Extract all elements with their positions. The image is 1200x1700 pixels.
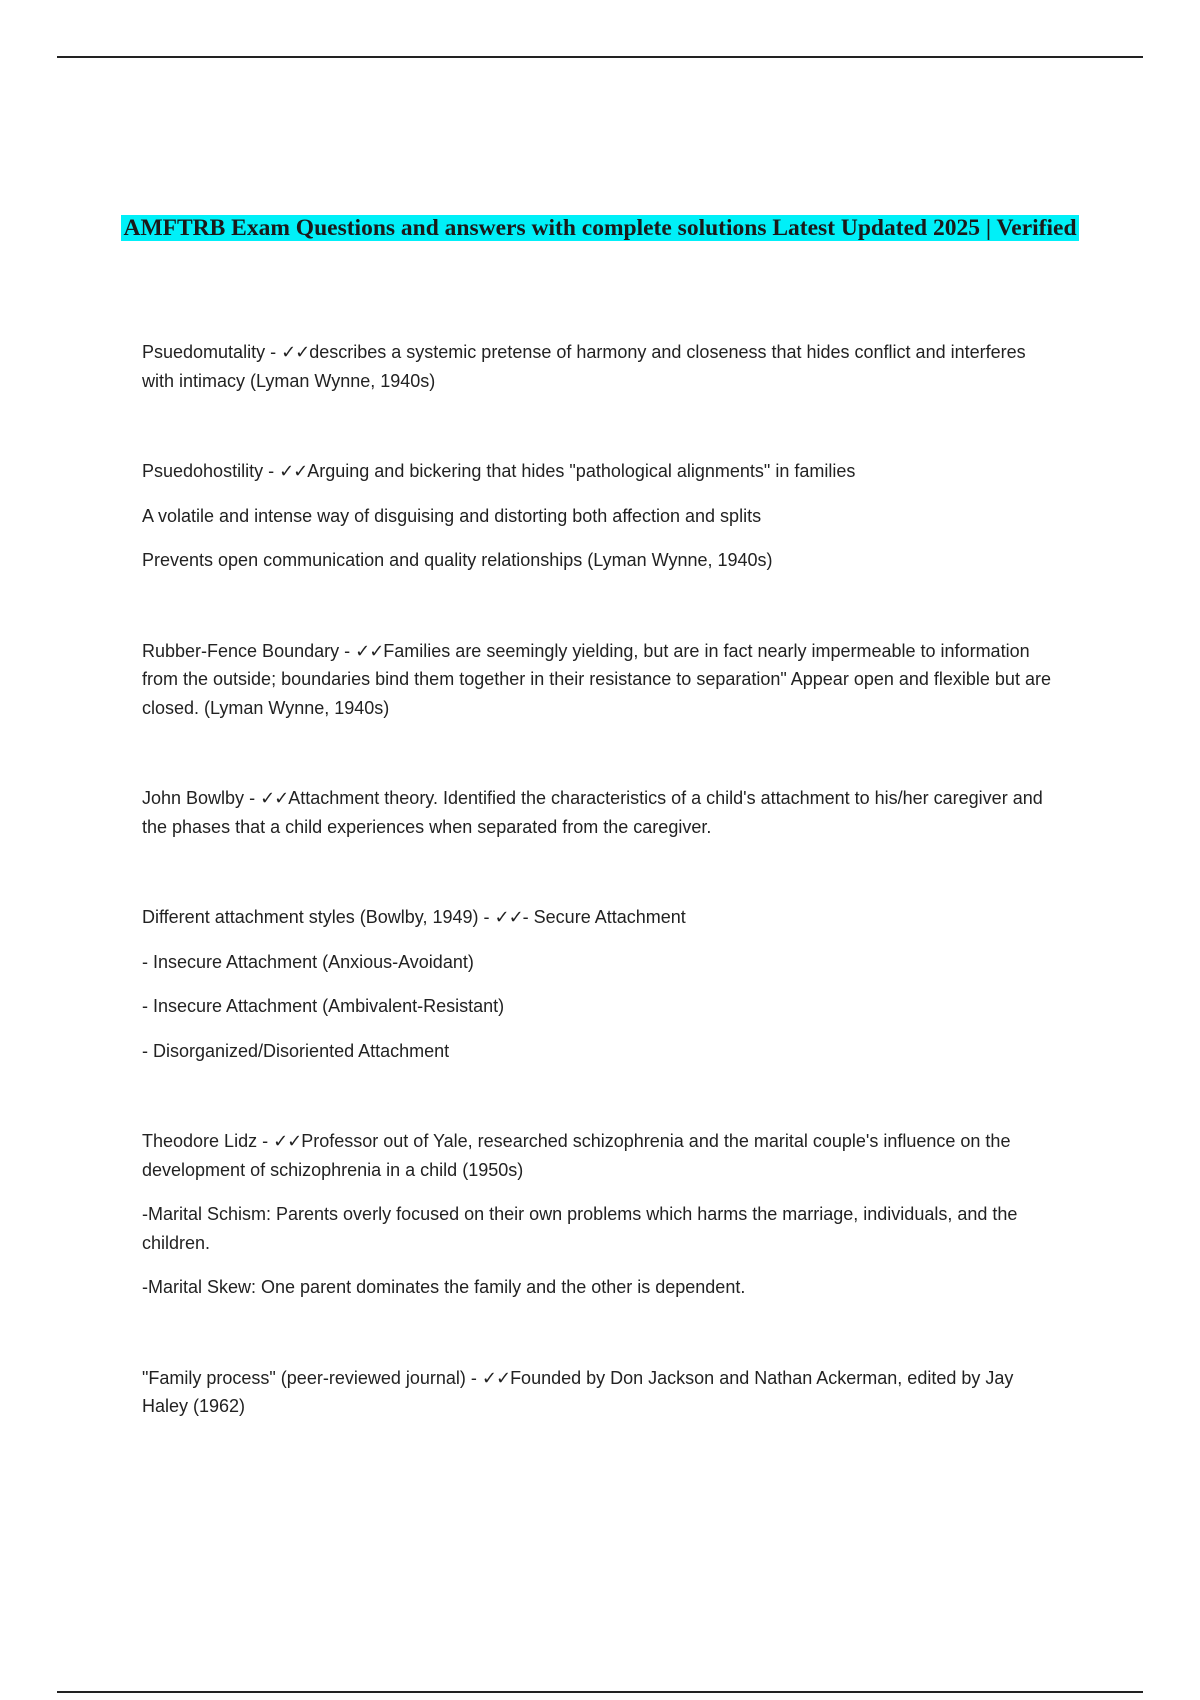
- qa-term: John Bowlby: [142, 788, 245, 808]
- qa-separator: -: [265, 342, 282, 362]
- qa-separator: -: [339, 640, 356, 661]
- qa-term: Psuedohostility: [142, 461, 264, 481]
- qa-answer-line: [142, 1037, 1062, 1066]
- qa-answer-text: describes a systemic pretense of harmony and closeness that hides conflict and interferes with intimacy (Lyman Wynne, 1940s): [142, 342, 1026, 391]
- double-check-icon: ✓✓: [355, 640, 384, 661]
- qa-answer-text: -Marital Skew: One parent dominates the family and the other is dependent.: [142, 1277, 746, 1297]
- qa-answer-text: - Insecure Attachment (Anxious-Avoidant): [142, 951, 474, 972]
- qa-answer-first-line: [142, 1364, 1062, 1421]
- top-rule: [57, 56, 1143, 58]
- qa-term: Psuedomutality: [142, 342, 266, 362]
- qa-answer-line: [142, 502, 1062, 531]
- qa-entry: [142, 1127, 1062, 1302]
- qa-answer-first-line: [142, 338, 1062, 395]
- double-check-icon: ✓✓: [279, 461, 308, 481]
- qa-entry: [142, 457, 1062, 575]
- qa-entry: [142, 637, 1062, 723]
- qa-answer-line: [142, 1273, 1062, 1302]
- qa-separator: -: [478, 907, 495, 927]
- qa-answer-first-line: [142, 457, 1062, 486]
- qa-answer-first-line: [142, 637, 1062, 723]
- qa-answer-line: [142, 992, 1062, 1021]
- qa-entry: [142, 903, 1062, 1065]
- qa-answer-text: - Insecure Attachment (Ambivalent-Resistant): [142, 996, 505, 1016]
- qa-answer-text: - Disorganized/Disoriented Attachment: [142, 1040, 450, 1061]
- qa-separator: -: [244, 788, 261, 808]
- double-check-icon: ✓✓: [273, 1131, 302, 1151]
- qa-answer-text: A volatile and intense way of disguising and distorting both affection and splits: [142, 505, 762, 526]
- double-check-icon: ✓✓: [260, 788, 289, 808]
- qa-answer-text: Arguing and bickering that hides "pathological alignments" in families: [307, 461, 856, 481]
- qa-list: [142, 338, 1062, 1421]
- qa-separator: -: [257, 1131, 274, 1151]
- qa-term: Rubber-Fence Boundary: [142, 640, 340, 661]
- qa-answer-line: [142, 948, 1062, 977]
- document-title-text: AMFTRB Exam Questions and answers with complete solutions Latest Updated 2025 | Verified: [123, 215, 1077, 241]
- document-title: [100, 214, 1100, 243]
- qa-answer-text: Prevents open communication and quality relationships (Lyman Wynne, 1940s): [142, 550, 773, 570]
- qa-answer-text: Professor out of Yale, researched schizophrenia and the marital couple's influence on the development of schizophrenia in a child (1950s): [142, 1131, 1011, 1180]
- qa-answer-text: - Secure Attachment: [522, 907, 686, 927]
- double-check-icon: ✓✓: [481, 1367, 511, 1388]
- qa-entry: [142, 338, 1062, 395]
- double-check-icon: ✓✓: [281, 342, 310, 362]
- qa-separator: -: [263, 461, 280, 481]
- qa-answer-line: [142, 1200, 1062, 1257]
- qa-answer-first-line: [142, 1127, 1062, 1184]
- qa-answer-text: Attachment theory. Identified the characteristics of a child's attachment to his/her caregiver and the phases that a child experiences when separated from the caregiver.: [142, 788, 1043, 837]
- qa-entry: [142, 784, 1062, 841]
- qa-separator: -: [465, 1367, 482, 1388]
- qa-answer-text: -Marital Schism: Parents overly focused on their own problems which harms the marriage, individuals, and the children.: [142, 1204, 1018, 1253]
- double-check-icon: ✓✓: [494, 907, 523, 927]
- qa-answer-first-line: [142, 784, 1062, 841]
- qa-answer-text: Families are seemingly yielding, but are in fact nearly impermeable to information from the outside; boundaries bind them together in their resistance to separation" Appear open and flexible but are closed. (Lyman Wynne, 1940s): [142, 640, 1051, 718]
- bottom-rule: [57, 1691, 1143, 1693]
- qa-answer-text: Founded by Don Jackson and Nathan Ackerman, edited by Jay Haley (1962): [142, 1367, 1014, 1416]
- qa-term: Theodore Lidz: [142, 1131, 258, 1151]
- qa-entry: [142, 1364, 1062, 1421]
- qa-term: "Family process" (peer-reviewed journal): [142, 1367, 466, 1388]
- qa-answer-first-line: [142, 903, 1062, 932]
- qa-term: Different attachment styles (Bowlby, 1949): [142, 907, 479, 927]
- qa-answer-line: [142, 546, 1062, 575]
